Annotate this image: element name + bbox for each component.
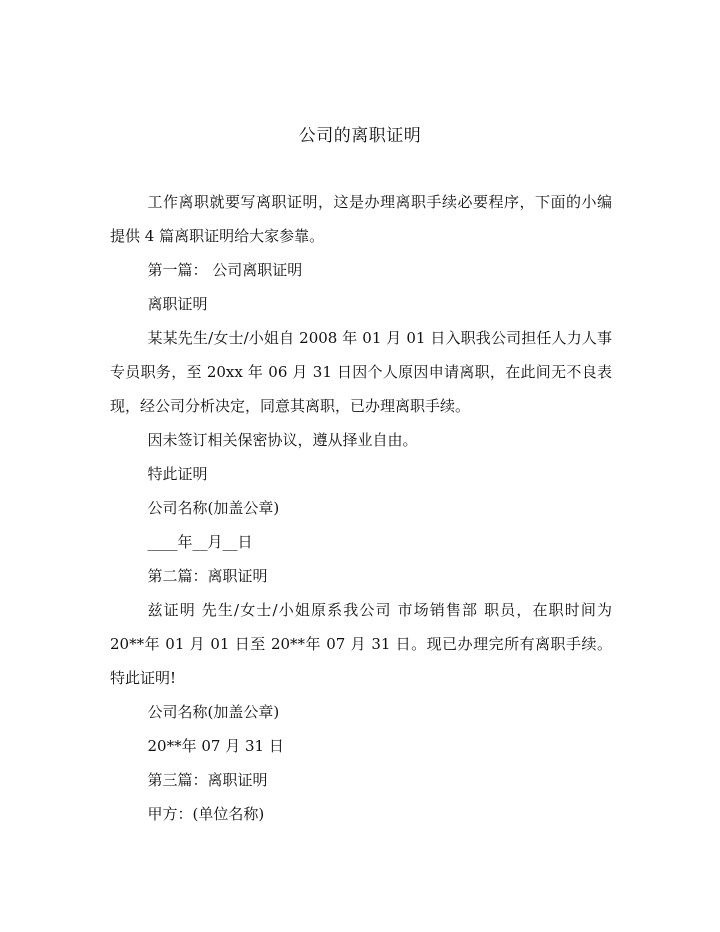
company-name-line-2: 公司名称(加盖公章): [147, 703, 280, 721]
intro-paragraph: 工作离职就要写离职证明，这是办理离职手续必要程序，下面的小编提供 4 篇离职证明给大家参靠。: [110, 193, 612, 245]
document-body: [110, 185, 612, 831]
party-a-line: 甲方：(单位名称): [147, 805, 265, 823]
certificate-body-paragraph: 某某先生/女士/小姐自 2008 年 01 月 01 日入职我公司担任人力人事专员职务，至 20xx 年 06 月 31 日因个人原因申请离职，在此间无不良表现，经公司分析决定，同意其离职，已办理离职手续。: [110, 329, 612, 415]
date-line-2: 20**年 07 月 31 日: [147, 737, 284, 755]
company-name-line: 公司名称(加盖公章): [147, 499, 280, 517]
page-title: 公司的离职证明: [298, 126, 422, 146]
closing-line: 特此证明: [147, 465, 208, 483]
certificate-heading: 离职证明: [147, 295, 208, 313]
section-heading-2: 第二篇：离职证明: [147, 567, 268, 585]
section-heading-3: 第三篇：离职证明: [147, 771, 268, 789]
confidentiality-paragraph: 因未签订相关保密协议，遵从择业自由。: [147, 431, 418, 449]
certificate-body-paragraph-2: 兹证明 先生/女士/小姐原系我公司 市场销售部 职员，在职时间为 20**年 01 月 01 日至 20**年 07 月 31 日。现已办理完所有离职手续。特此证明!: [110, 601, 612, 687]
section-heading-1: 第一篇： 公司离职证明: [147, 261, 303, 279]
date-line: ____年__月__日: [147, 533, 253, 551]
